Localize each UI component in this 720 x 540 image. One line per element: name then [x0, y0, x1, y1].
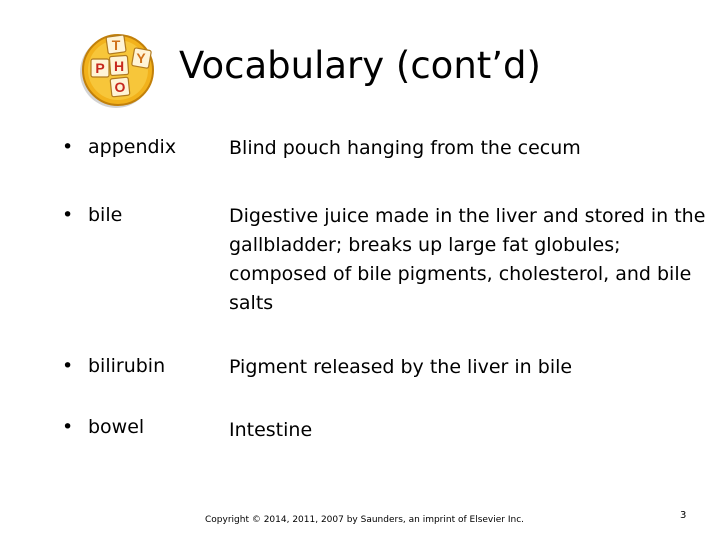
- bullet-icon: •: [62, 416, 74, 438]
- logo-letter: Y: [136, 50, 146, 66]
- term-label: bowel: [88, 416, 145, 438]
- term-item: [62, 352, 165, 381]
- bullet-icon: •: [62, 136, 74, 158]
- term-item: [62, 413, 144, 442]
- page-number: 3: [680, 510, 687, 521]
- term-definition: Blind pouch hanging from the cecum: [229, 137, 581, 159]
- term-item: [62, 133, 176, 162]
- logo-letter: H: [113, 58, 125, 74]
- term-label: bilirubin: [88, 355, 166, 377]
- term-definition: Intestine: [229, 419, 313, 441]
- term-definition: Pigment released by the liver in bile: [229, 356, 573, 378]
- term-label: bile: [88, 204, 123, 226]
- copyright-footer: Copyright © 2014, 2011, 2007 by Saunders, an imprint of Elsevier Inc.: [205, 515, 525, 525]
- term-item: [62, 201, 122, 230]
- logo-letter: O: [114, 79, 126, 95]
- term-label: appendix: [88, 136, 177, 158]
- logo-letter: T: [111, 37, 121, 53]
- slide-title: Vocabulary (cont’d): [179, 44, 541, 87]
- bullet-icon: •: [62, 355, 74, 377]
- term-definition: Digestive juice made in the liver and stored in the gallbladder; breaks up large fat globules; composed of bile pigments, cholesterol, and bile salts: [229, 205, 706, 314]
- logo-letter: P: [95, 60, 105, 76]
- bullet-icon: •: [62, 204, 74, 226]
